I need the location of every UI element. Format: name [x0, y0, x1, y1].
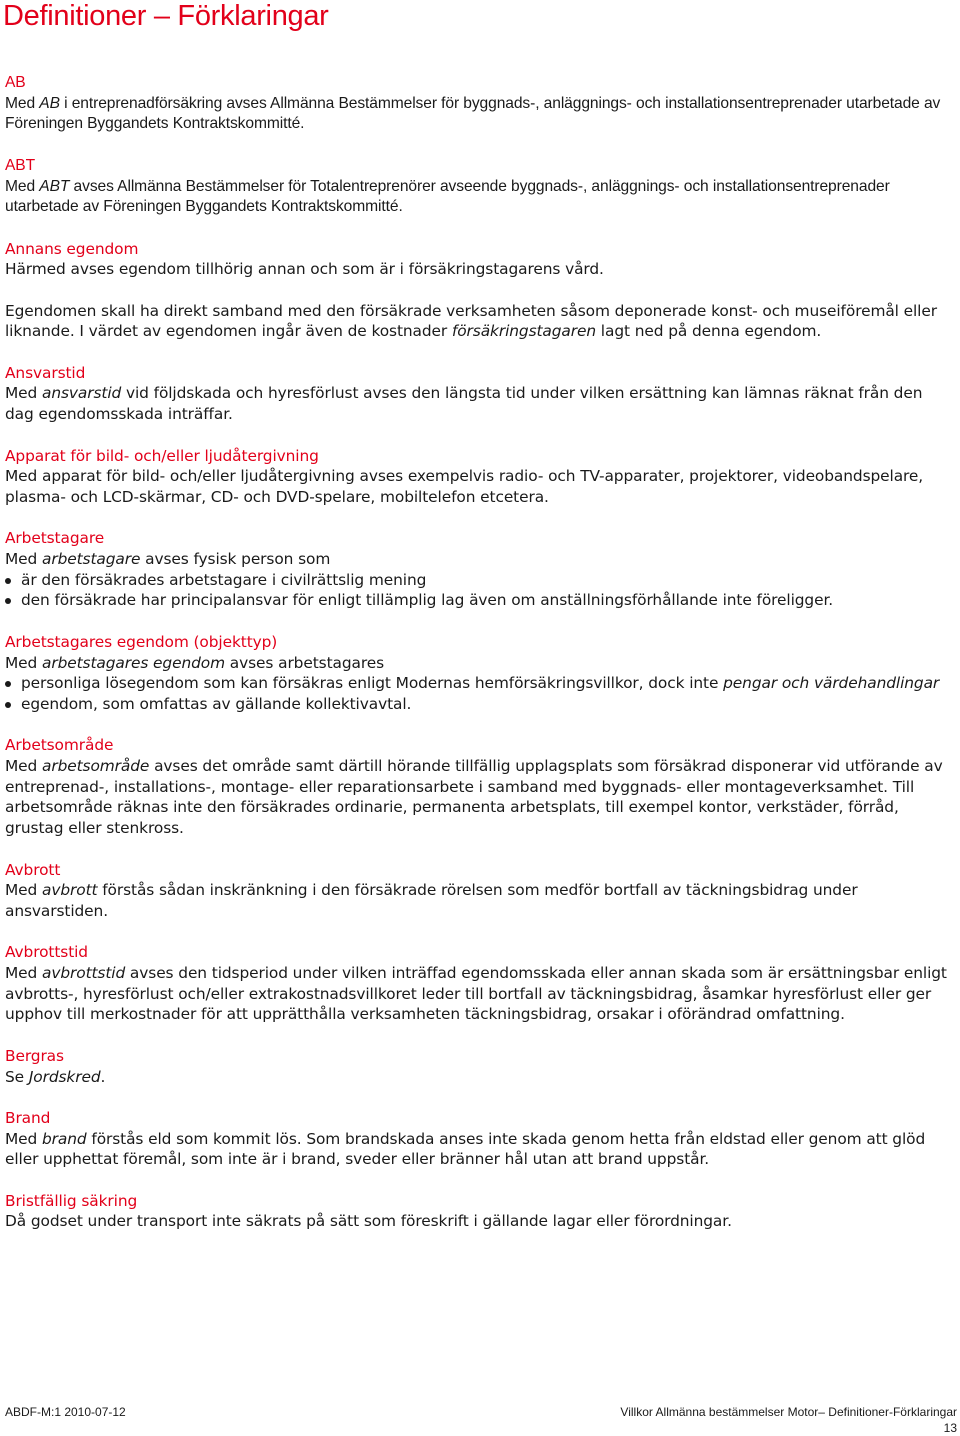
- definition-text: Se Jordskred.: [5, 1067, 106, 1086]
- definition-heading: Bristfällig säkring: [5, 1191, 138, 1210]
- definition-text: Med AB i entreprenadförsäkring avses Allmänna Bestämmelser för byggnads-, anläggnings- och installationsentreprenader utarbetade av Föreningen Byggandets Kontraktskommitté.: [5, 94, 941, 133]
- page-number: 13: [943, 1421, 957, 1435]
- definition-heading: Annans egendom: [5, 239, 139, 258]
- definition-avbrottstid: [5, 942, 953, 1025]
- definition-ansvarstid: [5, 363, 953, 425]
- list-item: personliga lösegendom som kan försäkras enligt Modernas hemförsäkringsvillkor, dock inte pengar och värdehandlingar: [5, 673, 953, 694]
- footer-document-id: ABDF-M:1 2010-07-12: [5, 1405, 126, 1419]
- footer-document-title: Villkor Allmänna bestämmelser Motor– Definitioner-Förklaringar: [620, 1405, 957, 1419]
- definition-text: Med arbetstagare avses fysisk person som: [5, 550, 331, 569]
- definition-text: Med ABT avses Allmänna Bestämmelser för Totalentreprenörer avseende byggnads-, anläggnings- och installationsentreprenader utarbetade av Föreningen Byggandets Kontraktskommitté.: [5, 177, 890, 216]
- definition-brand: [5, 1108, 953, 1170]
- definition-heading: Arbetstagares egendom (objekttyp): [5, 632, 278, 651]
- definition-bergras: [5, 1046, 953, 1087]
- list-item: egendom, som omfattas av gällande kollektivavtal.: [5, 694, 953, 715]
- definition-ab: [5, 73, 953, 135]
- definition-heading: Avbrott: [5, 860, 61, 879]
- definition-abt: [5, 156, 953, 218]
- definition-heading: Apparat för bild- och/eller ljudåtergivning: [5, 446, 319, 465]
- list-item: den försäkrade har principalansvar för enligt tillämplig lag även om anställningsförhållande inte föreligger.: [5, 590, 953, 611]
- definition-annans-egendom: [5, 239, 953, 343]
- definition-heading: Ansvarstid: [5, 363, 86, 382]
- definition-text: Med ansvarstid vid följdskada och hyresförlust avses den längsta tid under vilken ersättning kan lämnas räknat från den dag egendomsskada inträffar.: [5, 384, 923, 424]
- definition-apparat: [5, 446, 953, 508]
- definition-heading: Arbetstagare: [5, 529, 105, 548]
- page-title: Definitioner – Förklaringar: [3, 0, 329, 32]
- definition-text: Med arbetstagares egendom avses arbetstagares: [5, 653, 385, 672]
- list-item: är den försäkrades arbetstagare i civilrättslig mening: [5, 570, 953, 591]
- definition-heading: Brand: [5, 1108, 51, 1127]
- definition-heading: Avbrottstid: [5, 943, 88, 962]
- definition-arbetstagare: [5, 528, 953, 611]
- definition-heading: Bergras: [5, 1046, 64, 1065]
- definition-text: Med avbrottstid avses den tidsperiod under vilken inträffad egendomsskada eller annan skada som är ersättningsbar enligt avbrotts-, hyresförlust och/eller extrakostnadsvillkoret leder till bortfall av täckningsbidrag, åsamkar hyresförlust eller ger upphov till merkostnader för att upprätthålla verksamheten täckningsbidrag, orsakar i oförändrad omfattning.: [5, 964, 947, 1024]
- definition-text: Med avbrott förstås sådan inskränkning i den försäkrade rörelsen som medför bortfall av täckningsbidrag under ansvarstiden.: [5, 881, 858, 920]
- definition-text: Då godset under transport inte säkrats på sätt som föreskrift i gällande lagar eller förordningar.: [5, 1212, 732, 1231]
- bullet-list: [5, 570, 953, 611]
- definition-heading: Arbetsområde: [5, 736, 114, 755]
- definition-arbetsomrade: [5, 735, 953, 839]
- definition-bristfallig-sakring: [5, 1191, 953, 1232]
- definition-text: Med apparat för bild- och/eller ljudåtergivning avses exempelvis radio- och TV-apparater, projektorer, videobandspelare, plasma- och LCD-skärmar, CD- och DVD-spelare, mobiltelefon etcetera.: [5, 467, 924, 506]
- definition-heading: ABT: [5, 156, 36, 174]
- bullet-list: [5, 673, 953, 714]
- definitions-list: [5, 73, 953, 1253]
- definition-text: Härmed avses egendom tillhörig annan och som är i försäkringstagarens vård.: [5, 260, 604, 279]
- definition-arbetstagares-egendom: [5, 632, 953, 715]
- definition-text: Egendomen skall ha direkt samband med den försäkrade verksamheten såsom deponerade konst- och museiföremål eller liknande. I värdet av egendomen ingår även de kostnader försäkringstagaren lagt ned på denna egendom.: [5, 301, 937, 341]
- definition-text: Med brand förstås eld som kommit lös. Som brandskada anses inte skada genom hetta från eldstad eller genom att glöd eller upphettat föremål, som inte är i brand, sveder eller bränner hål utan att brand uppstår.: [5, 1129, 926, 1169]
- definition-heading: AB: [5, 74, 26, 91]
- definition-text: Med arbetsområde avses det område samt därtill hörande tillfällig upplagsplats som försäkrad disponerar vid utförande av entreprenad-, installations-, montage- eller reparationsarbete i samband med byggnads- eller montageverksamhet. Till arbetsområde räknas inte den försäkrades ordinarie, permanenta arbetsplats, till exempel kontor, verkstäder, förråd, grustag eller stenkross.: [5, 757, 943, 838]
- definition-avbrott: [5, 860, 953, 922]
